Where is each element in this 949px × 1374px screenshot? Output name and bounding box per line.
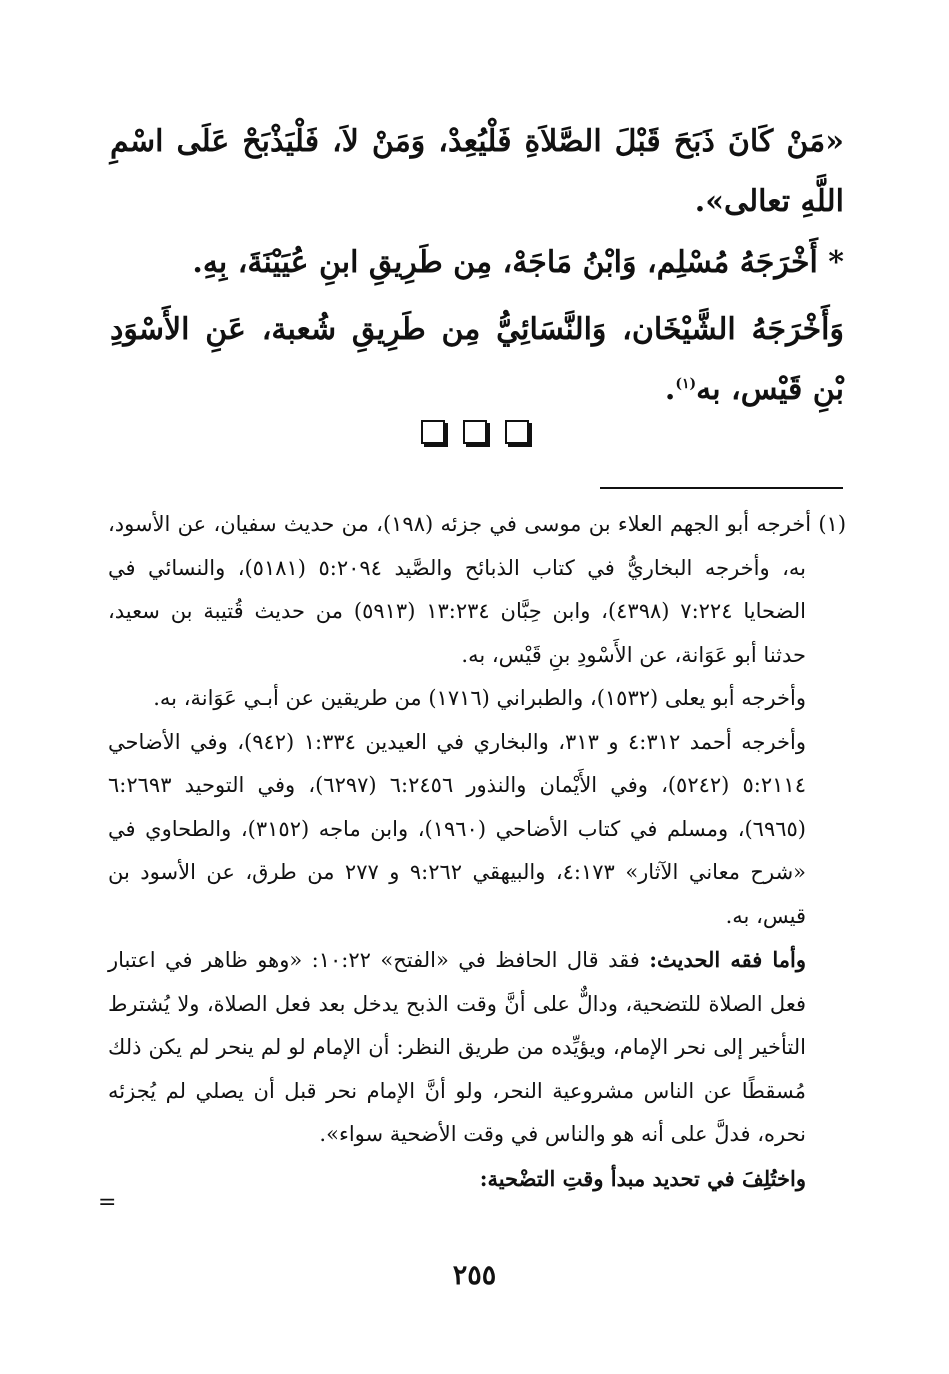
fiqh-paragraph (108, 938, 846, 1157)
footnote-paragraph-3: وأخرجه أحمد ٤:٣١٢ و ٣١٣، والبخاري في العيدين ١:٣٣٤ (٩٤٢)، وفي الأضاحي ٥:٢١١٤ (٥٢٤٢)، وفي الأَيْمان والنذور ٦:٢٤٥٦ (٦٢٩٧)، وفي التوحيد ٦:٢٦٩٣ (٦٩٦٥)، ومسلم في كتاب الأضاحي (١٩٦٠)، وابن ماجه (٣١٥٢)، والطحاوي في «شرح معاني الآثار» ٤:١٧٣، والبيهقي ٩:٢٦٢ و ٢٧٧ من طرق، عن الأسود بن قيس، به. (108, 729, 807, 928)
takhrij-paragraph-2 (110, 300, 844, 420)
square-ornament-icon (421, 420, 445, 444)
fiqh-text: فقد قال الحافظ في «الفتح» ١٠:٢٢: «وهو ظاهر في اعتبار فعل الصلاة للتضحية، ودالٌّ على أنَّ وقت الذبح يدخل بعد فعل الصلاة، ولا يُشترط التأخير إلى نحر الإمام، ويؤيِّده من طريق النظر: أن الإمام لو لم ينحر لم يكن ذلك مُسقطًا عن الناس مشروعية النحر، ولو أنَّ الإمام نحر قبل أن يصلي لم يُجزئه نحره، فدلَّ على أنه هو والناس في وقت الأضحية سواء». (108, 948, 806, 1146)
footnote-1: (١) أخرجه أبو الجهم العلاء بن موسى في جزئه (١٩٨)، من حديث سفيان، عن الأسود، به، وأخرجه البخاريُّ في كتاب الذبائح والصَّيد ٥:٢٠٩٤ (٥١٨١)، والنسائي في الضحايا ٧:٢٢٤ (٤٣٩٨)، وابن حِبَّان ١٣:٢٣٤ (٥٩١٣) من حديث قُتيبة بن سعيد، حدثنا أبو عَوَانة، عن الأَسْودِ بنِ قَيْس، به. (108, 512, 847, 667)
footnote-reference[interactable]: (١) (675, 376, 697, 392)
takhrij-text: وَأَخْرَجَهُ الشَّيْخَان، وَالنَّسَائِيُّ مِن طَرِيقِ شُعبة، عَنِ الأَسْوَدِ بْنِ قَيْس، به (110, 312, 844, 407)
square-ornament-icon (463, 420, 487, 444)
page-number: ٢٥٥ (452, 1260, 497, 1291)
continuation-mark: = (98, 1190, 117, 1215)
takhrij-paragraph-1: * أَخْرَجَهُ مُسْلِم، وَابْنُ مَاجَهْ، مِن طَرِيقِ ابنِ عُيَيْنَةَ، بِهِ. (192, 245, 844, 280)
hadith-text: «مَنْ كَانَ ذَبَحَ قَبْلَ الصَّلاَةِ فَلْيُعِدْ، وَمَنْ لاَ، فَلْيَذْبَحْ عَلَى اسْمِ اللَّهِ تعالى». (110, 124, 844, 219)
footnote-paragraph-2: وأخرجه أبو يعلى (١٥٣٢)، والطبراني (١٧١٦) من طريقين عن أبـي عَوَانة، به. (153, 686, 806, 710)
footnote-paragraph-5: واختُلِفَ في تحديد مبدأ وقتِ التضْحية: (479, 1165, 806, 1191)
square-ornament-icon (505, 420, 529, 444)
footnote-divider (600, 487, 843, 489)
fiqh-label: وأما فقه الحديث: (649, 947, 806, 972)
footnotes-section (108, 503, 846, 1200)
takhrij-end: . (664, 372, 676, 407)
section-separator (0, 420, 949, 448)
